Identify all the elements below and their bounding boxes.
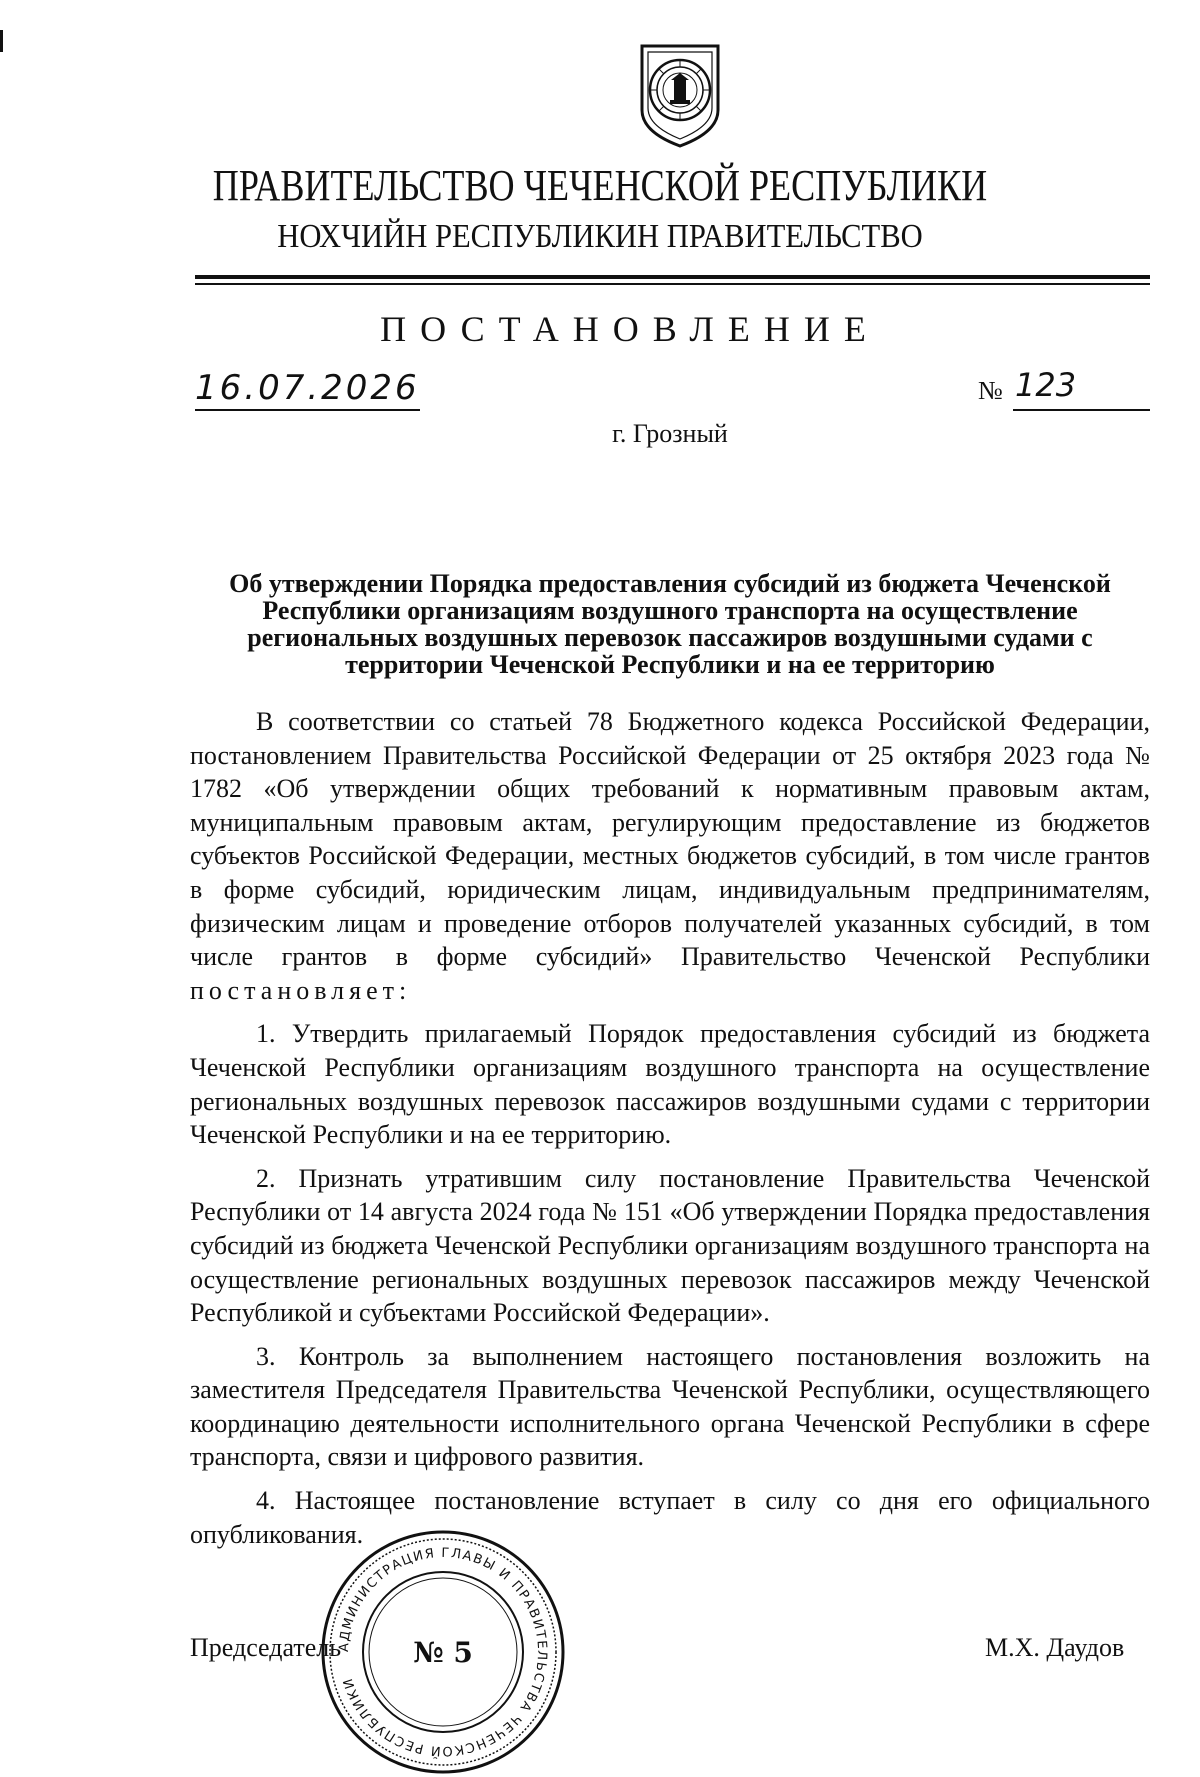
number-label: № bbox=[978, 376, 1003, 405]
preamble-paragraph bbox=[190, 705, 1150, 1007]
number-underline bbox=[1013, 409, 1150, 411]
item-1: 1. Утвердить прилагаемый Порядок предоставления субсидий из бюджета Чеченской Республики организациям воздушного транспорта на осуществление региональных воздушных перевозок пассажиров воздушными судами с территории Чеченской Республики и на ее территорию. bbox=[190, 1019, 1150, 1150]
date-underline bbox=[195, 409, 420, 411]
document-date: 16.07.2026 bbox=[195, 368, 420, 408]
coat-of-arms-icon bbox=[636, 40, 724, 150]
government-name-chechen: НОХЧИЙН РЕСПУБЛИКИН ПРАВИТЕЛЬСТВО bbox=[277, 218, 923, 255]
decree-word: постановляет: bbox=[190, 975, 412, 1005]
preamble-text: В соответствии со статьей 78 Бюджетного кодекса Российской Федерации, постановлением Правительства Российской Федерации от 25 октября 2023 года № 1782 «Об утверждении общих требований к нормативным правовым актам, муниципальным правовым актам, регулирующим предоставление из бюджетов субъектов Российской Федерации, местных бюджетов субсидий, в том числе грантов в форме субсидий, юридическим лицам, индивидуальным предпринимателям, физическим лицам и проведение отборов получателей указанных субсидий, в том числе грантов в форме субсидий» Правительство Чеченской Республики bbox=[190, 707, 1150, 972]
header-rule-thick bbox=[195, 275, 1150, 279]
government-name: ПРАВИТЕЛЬСТВО ЧЕЧЕНСКОЙ РЕСПУБЛИКИ bbox=[212, 161, 988, 210]
official-seal bbox=[318, 1527, 568, 1777]
scan-edge-mark bbox=[0, 30, 3, 52]
seal-ring-text: АДМИНИСТРАЦИЯ ГЛАВЫ И ПРАВИТЕЛЬСТВА ЧЕЧЕНСКОЙ РЕСПУБЛИКИ bbox=[336, 1545, 550, 1759]
document-title: Об утверждении Порядка предоставления субсидий из бюджета Чеченской Республики организациям воздушного транспорта на осуществление региональных воздушных перевозок пассажиров воздушными судами с территории Чеченской Республики и на ее территорию bbox=[229, 569, 1111, 679]
document-city: г. Грозный bbox=[612, 419, 728, 448]
seal-number: № 5 bbox=[413, 1636, 473, 1669]
document-type: ПОСТАНОВЛЕНИЕ bbox=[380, 309, 880, 349]
signatory-role: Председатель bbox=[190, 1633, 342, 1662]
item-4: 4. Настоящее постановление вступает в силу со дня его официального опубликования. bbox=[190, 1486, 1150, 1549]
document-number: 123 bbox=[1015, 366, 1077, 404]
signatory-name: М.Х. Даудов bbox=[985, 1633, 1125, 1662]
item-2: 2. Признать утратившим силу постановление Правительства Чеченской Республики от 14 августа 2024 года № 151 «Об утверждении Порядка предоставления субсидий из бюджета Чеченской Республики организациям воздушного транспорта на осуществление региональных воздушных перевозок пассажиров между Чеченской Республикой и субъектами Российской Федерации». bbox=[190, 1163, 1150, 1328]
header-rule-thin bbox=[195, 283, 1150, 285]
item-3: 3. Контроль за выполнением настоящего постановления возложить на заместителя Председателя Правительства Чеченской Республики, осуществляющего координацию деятельности исполнительного органа Чеченской Республики в сфере транспорта, связи и цифрового развития. bbox=[190, 1341, 1150, 1472]
document-body bbox=[190, 705, 1150, 1561]
